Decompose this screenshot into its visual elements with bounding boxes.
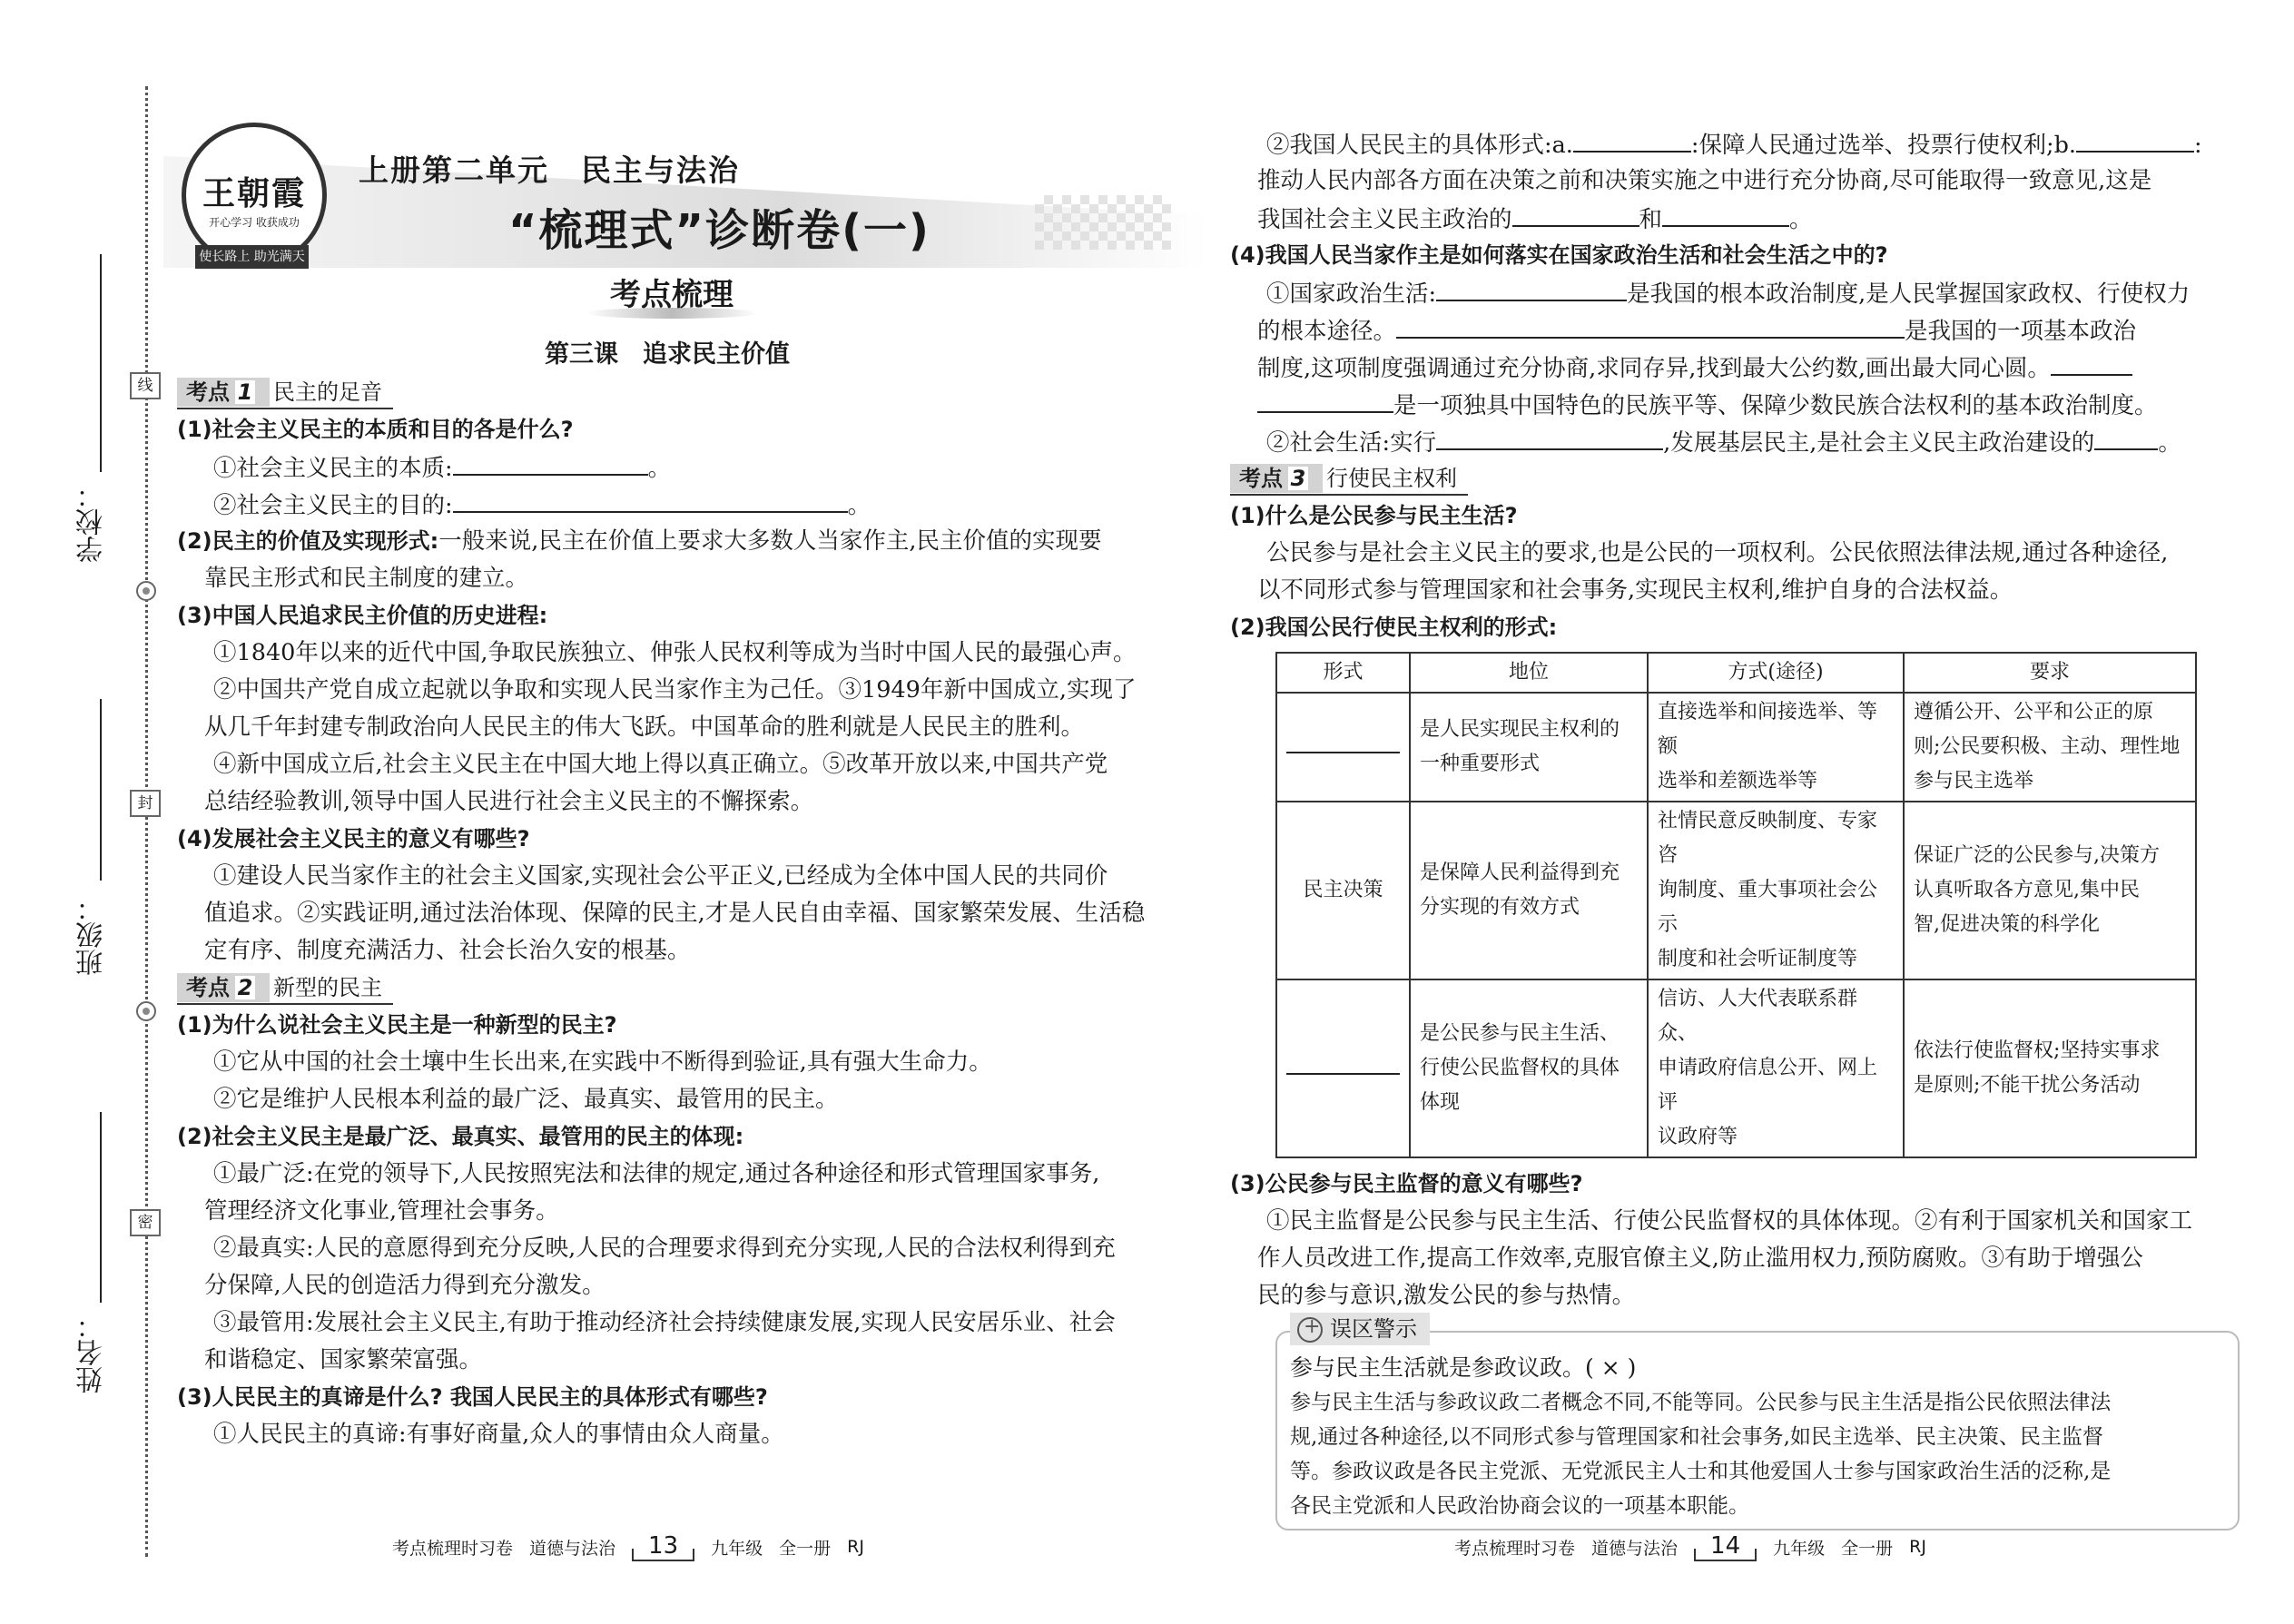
answer-blank[interactable] bbox=[2076, 125, 2194, 153]
kd-title: 行使民主权利 bbox=[1326, 465, 1457, 491]
answer-line: ①社会主义民主的本质: 。 bbox=[177, 448, 1162, 486]
question: (3)中国人民追求民主价值的历史进程: bbox=[177, 603, 548, 628]
text-line: ④新中国成立后,社会主义民主在中国大地上得以真正确立。⑤改革开放以来,中国共产党 bbox=[213, 751, 1108, 778]
unit-title: 上册第二单元 民主与法治 bbox=[359, 153, 740, 188]
table-cell: 遵循公开、公平和公正的原 则;公民要积极、主动、理性地 参与民主选举 bbox=[1904, 693, 2196, 802]
section-title: 考点梳理 bbox=[595, 277, 749, 313]
field-label-school: 学校： bbox=[76, 481, 108, 563]
table-row bbox=[1276, 802, 2196, 979]
table-header-row bbox=[1276, 653, 2196, 693]
binding-hole-icon bbox=[136, 581, 156, 601]
question: (1)为什么说社会主义民主是一种新型的民主? bbox=[177, 1012, 617, 1038]
answer-line: ②社会主义民主的目的: 。 bbox=[177, 486, 1162, 523]
text-line: 靠民主形式和民主制度的建立。 bbox=[204, 565, 529, 592]
logo-ribbon: 使长路上 助光满天 bbox=[195, 245, 309, 269]
checker-decoration bbox=[1035, 195, 1171, 250]
misconception-box bbox=[1275, 1316, 2240, 1530]
kaodian-2 bbox=[177, 969, 1162, 1007]
table-header: 形式 bbox=[1276, 653, 1410, 693]
name-field-line[interactable] bbox=[100, 1112, 102, 1303]
text-line: 推动人民内部各方面在决策之前和决策实施之中进行充分协商,尽可能取得一致意见,这是 bbox=[1257, 167, 2152, 194]
kaodian-3 bbox=[1230, 460, 2220, 497]
question: (3)公民参与民主监督的意义有哪些? bbox=[1230, 1171, 1583, 1196]
table-blank[interactable] bbox=[1286, 1051, 1400, 1075]
text-line: ②它是维护人民根本利益的最广泛、最真实、最管用的民主。 bbox=[213, 1086, 839, 1113]
table-cell: 社情民意反映制度、专家咨 询制度、重大事项社会公示 制度和社会听证制度等 bbox=[1648, 802, 1904, 979]
target-icon bbox=[1297, 1317, 1323, 1343]
text-line: ②中国共产党自成立起就以争取和实现人民当家作主为己任。③1949年新中国成立,实现了 bbox=[213, 676, 1137, 704]
text-line: ①最广泛:在党的领导下,人民按照宪法和法律的规定,通过各种途径和形式管理国家事务, bbox=[213, 1160, 1100, 1187]
text-line: ①1840年以来的近代中国,争取民族独立、伸张人民权利等成为当时中国人民的最强心声。 bbox=[213, 639, 1137, 666]
text-line: 从几千年封建专制政治向人民民主的伟大飞跃。中国革命的胜利就是人民民主的胜利。 bbox=[204, 714, 1085, 741]
text-line: 以不同形式参与管理国家和社会事务,实现民主权利,维护自身的合法权益。 bbox=[1257, 576, 2013, 604]
binding-tag-mi: 密 bbox=[130, 1209, 161, 1236]
table-cell: 是保障人民利益得到充 分实现的有效方式 bbox=[1410, 802, 1648, 979]
table-blank[interactable] bbox=[1286, 730, 1400, 753]
text-line: 总结经验教训,领导中国人民进行社会主义民主的不懈探索。 bbox=[204, 788, 814, 815]
text-line: 和谐稳定、国家繁荣富强。 bbox=[204, 1346, 483, 1373]
answer-blank[interactable] bbox=[1257, 386, 1393, 413]
answer-blank[interactable] bbox=[1573, 125, 1691, 153]
answer-line: 是一项独具中国特色的民族平等、保障少数民族合法权利的基本政治制度。 bbox=[1230, 386, 2220, 423]
answer-line: 我国社会主义民主政治的 和 。 bbox=[1230, 200, 2220, 237]
table-cell: 信访、人大代表联系群众、 申请政府信息公开、网上评 议政府等 bbox=[1648, 979, 1904, 1157]
field-label-name: 姓名： bbox=[76, 1312, 108, 1393]
logo-sub: 开心学习 收获成功 bbox=[209, 216, 300, 229]
misconception-tag: +误区警示 bbox=[1290, 1313, 1430, 1345]
answer-blank[interactable] bbox=[2094, 423, 2158, 450]
binding-tag-feng: 封 bbox=[130, 790, 161, 817]
answer-line: ②社会生活:实行 ,发展基层民主,是社会主义民主政治建设的 。 bbox=[1230, 423, 2220, 460]
text-line: (2)民主的价值及实现形式:一般来说,民主在价值上要求大多数人当家作主,民主价值的实现要 bbox=[177, 527, 1102, 555]
answer-blank[interactable] bbox=[1436, 423, 1663, 450]
answer-blank[interactable] bbox=[2051, 349, 2132, 376]
class-field-line[interactable] bbox=[100, 699, 102, 881]
text-line: 民的参与意识,激发公民的参与热情。 bbox=[1257, 1282, 1636, 1309]
logo-name: 王朝霞 bbox=[202, 174, 306, 212]
right-page bbox=[1230, 125, 2220, 1530]
answer-blank[interactable] bbox=[1436, 274, 1627, 301]
text-line: ①人民民主的真谛:有事好商量,众人的事情由众人商量。 bbox=[213, 1421, 784, 1448]
text-line: 等。参政议政是各民主党派、无党派民主人士和其他爱国人士参与国家政治生活的泛称,是 bbox=[1290, 1460, 2112, 1483]
text-line: 值追求。②实践证明,通过法治体现、保障的民主,才是人民自由幸福、国家繁荣发展、生活稳 bbox=[204, 900, 1146, 927]
table-cell: 是人民实现民主权利的 一种重要形式 bbox=[1410, 693, 1648, 802]
page-title: “梳理式”诊断卷(一) bbox=[508, 205, 930, 256]
question: (2)我国公民行使民主权利的形式: bbox=[1230, 615, 1558, 640]
table-header: 地位 bbox=[1410, 653, 1648, 693]
footer-right: 考点梳理时习卷 道德与法治 14 九年级 全一册 RJ bbox=[1454, 1532, 1926, 1560]
text-line: ③最管用:发展社会主义民主,有助于推动经济社会持续健康发展,实现人民安居乐业、社会 bbox=[213, 1309, 1116, 1336]
text-line: ②最真实:人民的意愿得到充分反映,人民的合理要求得到充分实现,人民的合法权利得到充 bbox=[213, 1235, 1116, 1262]
answer-blank[interactable] bbox=[1662, 200, 1789, 227]
kaodian-1 bbox=[177, 374, 1162, 411]
table-cell: 民主决策 bbox=[1276, 802, 1410, 979]
answer-line: ②我国人民民主的具体形式:a. :保障人民通过选举、投票行使权利;b. : bbox=[1230, 125, 2220, 162]
lesson-title: 第三课 追求民主价值 bbox=[545, 340, 790, 369]
page-number: 14 bbox=[1694, 1532, 1757, 1561]
text-line: 管理经济文化事业,管理社会事务。 bbox=[204, 1197, 559, 1225]
text-line: 分保障,人民的创造活力得到充分激发。 bbox=[204, 1272, 605, 1299]
table-cell: 直接选举和间接选举、等额 选举和差额选举等 bbox=[1648, 693, 1904, 802]
kd-tag: 考点 1 bbox=[177, 378, 270, 407]
answer-line: 制度,这项制度强调通过充分协商,求同存异,找到最大公约数,画出最大同心圆。 bbox=[1230, 349, 2220, 386]
table-cell: 保证广泛的公民参与,决策方 认真听取各方意见,集中民 智,促进决策的科学化 bbox=[1904, 802, 2196, 979]
question: (4)我国人民当家作主是如何落实在国家政治生活和社会生活之中的? bbox=[1230, 242, 1888, 268]
answer-blank[interactable] bbox=[453, 448, 648, 476]
misconception-statement: 参与民主生活就是参政议政。( × ) bbox=[1290, 1354, 1637, 1381]
binding-dotted-line bbox=[145, 86, 148, 1557]
text-line: 公民参与是社会主义民主的要求,也是公民的一项权利。公民依照法律法规,通过各种途径, bbox=[1266, 539, 2169, 566]
kd-tag: 考点 2 bbox=[177, 973, 270, 1002]
page-number: 13 bbox=[632, 1532, 694, 1561]
text-line: ①建设人民当家作主的社会主义国家,实现社会公平正义,已经成为全体中国人民的共同价 bbox=[213, 862, 1108, 890]
table-cell: 是公民参与民主生活、 行使公民监督权的具体 体现 bbox=[1410, 979, 1648, 1157]
text-line: ①它从中国的社会土壤中生长出来,在实践中不断得到验证,具有强大生命力。 bbox=[213, 1048, 992, 1076]
text-line: 参与民主生活与参政议政二者概念不同,不能等同。公民参与民主生活是指公民依照法律法 bbox=[1290, 1391, 2112, 1414]
footer-left: 考点梳理时习卷 道德与法治 13 九年级 全一册 RJ bbox=[392, 1532, 864, 1560]
question: (4)发展社会主义民主的意义有哪些? bbox=[177, 826, 530, 851]
field-label-class: 班级： bbox=[76, 894, 108, 976]
text-line: 作人员改进工作,提高工作效率,克服官僚主义,防止滥用权力,预防腐败。③有助于增强公 bbox=[1257, 1245, 2143, 1272]
table-cell: 依法行使监督权;坚持实事求 是原则;不能干扰公务活动 bbox=[1904, 979, 2196, 1157]
table-header: 方式(途径) bbox=[1648, 653, 1904, 693]
kd-title: 民主的足音 bbox=[273, 379, 382, 405]
question: (1)什么是公民参与民主生活? bbox=[1230, 503, 1518, 528]
question: (2)社会主义民主是最广泛、最真实、最管用的民主的体现: bbox=[177, 1124, 744, 1149]
answer-line: 的根本途径。 是我国的一项基本政治 bbox=[1230, 311, 2220, 349]
answer-line: ①国家政治生活: 是我国的根本政治制度,是人民掌握国家政权、行使权力 bbox=[1230, 274, 2220, 311]
binding-tag-xian: 线 bbox=[130, 372, 161, 399]
text-line: 各民主党派和人民政治协商会议的一项基本职能。 bbox=[1290, 1494, 1749, 1518]
answer-blank[interactable] bbox=[453, 486, 848, 513]
rights-table bbox=[1275, 652, 2197, 1158]
kd-tag: 考点 3 bbox=[1230, 464, 1323, 493]
school-field-line[interactable] bbox=[100, 254, 102, 472]
question: (1)社会主义民主的本质和目的各是什么? bbox=[177, 417, 574, 442]
question: (3)人民民主的真谛是什么? 我国人民民主的具体形式有哪些? bbox=[177, 1384, 768, 1410]
text-line: 定有序、制度充满活力、社会长治久安的根基。 bbox=[204, 937, 691, 964]
text-line: 规,通过各种途径,以不同形式参与管理国家和社会事务,如民主选举、民主决策、民主监督 bbox=[1290, 1425, 2103, 1449]
kd-title: 新型的民主 bbox=[273, 974, 382, 1000]
answer-blank[interactable] bbox=[1396, 311, 1905, 339]
left-page bbox=[177, 374, 1162, 1453]
table-row bbox=[1276, 693, 2196, 802]
binding-hole-icon bbox=[136, 1001, 156, 1021]
text-line: ①民主监督是公民参与民主生活、行使公民监督权的具体体现。②有利于国家机关和国家工 bbox=[1266, 1207, 2193, 1235]
table-header: 要求 bbox=[1904, 653, 2196, 693]
table-row bbox=[1276, 979, 2196, 1157]
answer-blank[interactable] bbox=[1512, 200, 1639, 227]
